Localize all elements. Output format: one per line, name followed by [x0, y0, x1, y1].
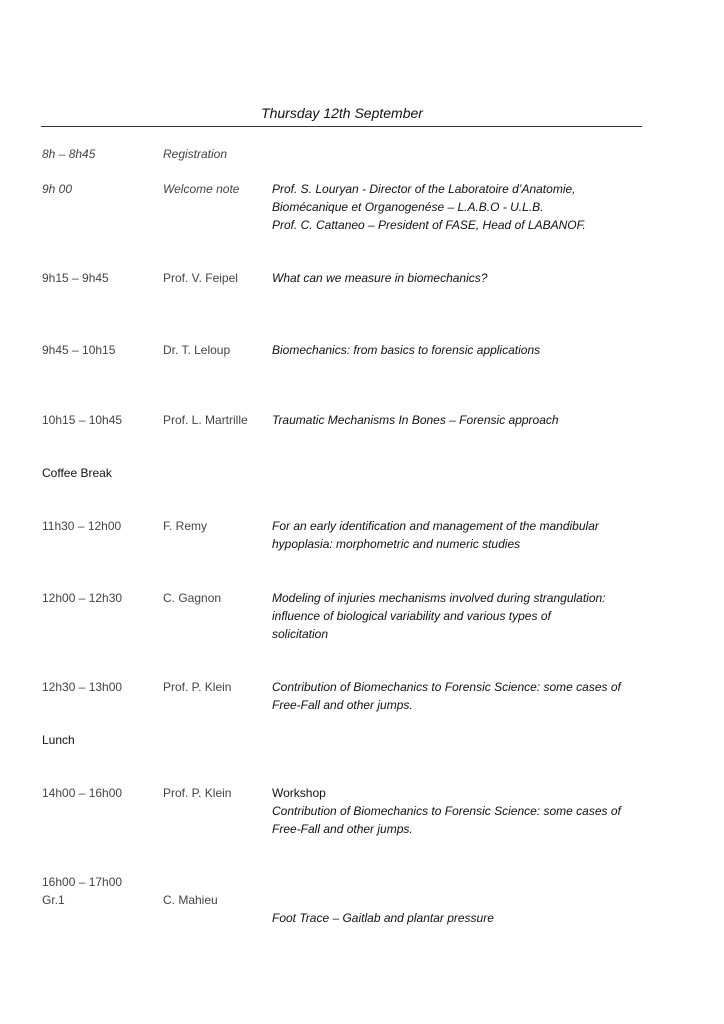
workshop-heading: Workshop [272, 786, 326, 800]
session-group: Gr.1 [42, 893, 65, 907]
title-line: solicitation [272, 627, 329, 641]
session-speaker: Welcome note [163, 182, 240, 196]
title-line: Prof. S. Louryan - Director of the Laboratoire d’Anatomie, [272, 182, 576, 196]
session-speaker: F. Remy [163, 519, 208, 533]
title-line: Free-Fall and other jumps. [272, 698, 413, 712]
lunch-label: Lunch [42, 733, 75, 747]
title-line: Foot Trace – Gaitlab and plantar pressure [272, 911, 494, 925]
session-time: 16h00 – 17h00 [42, 875, 123, 889]
session-time: 11h30 – 12h00 [42, 519, 122, 533]
session-title [272, 909, 652, 927]
session-speaker: Prof. P. Klein [163, 680, 232, 694]
title-divider [41, 126, 642, 127]
title-line: For an early identification and management of the mandibular [272, 519, 599, 533]
session-time: 14h00 – 16h00 [42, 786, 123, 800]
session-speaker: C. Gagnon [163, 591, 222, 605]
session-speaker: Prof. L. Martrille [163, 413, 248, 427]
session-speaker: Prof. P. Klein [163, 786, 232, 800]
title-line: What can we measure in biomechanics? [272, 271, 488, 285]
session-time: 9h 00 [42, 182, 73, 196]
title-line: Traumatic Mechanisms In Bones – Forensic approach [272, 413, 559, 427]
session-title [272, 269, 652, 287]
session-title [272, 180, 652, 234]
title-line: hypoplasia: morphometric and numeric studies [272, 537, 521, 551]
title-line: Biomechanics: from basics to forensic applications [272, 343, 541, 357]
title-line: Modeling of injuries mechanisms involved during strangulation: [272, 591, 606, 605]
session-speaker: Dr. T. Leloup [163, 343, 231, 357]
session-title [272, 411, 652, 429]
session-title [272, 341, 652, 359]
session-title [272, 678, 652, 714]
title-line: Free-Fall and other jumps. [272, 822, 413, 836]
session-speaker: Prof. V. Feipel [163, 271, 238, 285]
session-time: 9h15 – 9h45 [42, 271, 109, 285]
session-title [272, 517, 652, 553]
session-time: 12h00 – 12h30 [42, 591, 123, 605]
coffee-break-label: Coffee Break [42, 466, 112, 480]
title-line: Contribution of Biomechanics to Forensic Science: some cases of [272, 680, 621, 694]
session-speaker: Registration [163, 147, 228, 161]
title-line: Prof. C. Cattaneo – President of FASE, Head of LABANOF. [272, 218, 586, 232]
page-title: Thursday 12th September [261, 105, 423, 121]
session-time: 8h – 8h45 [42, 147, 96, 161]
session-time: 9h45 – 10h15 [42, 343, 116, 357]
session-title [272, 589, 652, 643]
title-line: influence of biological variability and various types of [272, 609, 551, 623]
title-line: Biomécanique et Organogenése – L.A.B.O - U.L.B. [272, 200, 544, 214]
session-time: 12h30 – 13h00 [42, 680, 123, 694]
session-time: 10h15 – 10h45 [42, 413, 123, 427]
session-speaker: C. Mahieu [163, 893, 218, 907]
title-line: Contribution of Biomechanics to Forensic Science: some cases of [272, 804, 621, 818]
session-title [272, 784, 652, 838]
